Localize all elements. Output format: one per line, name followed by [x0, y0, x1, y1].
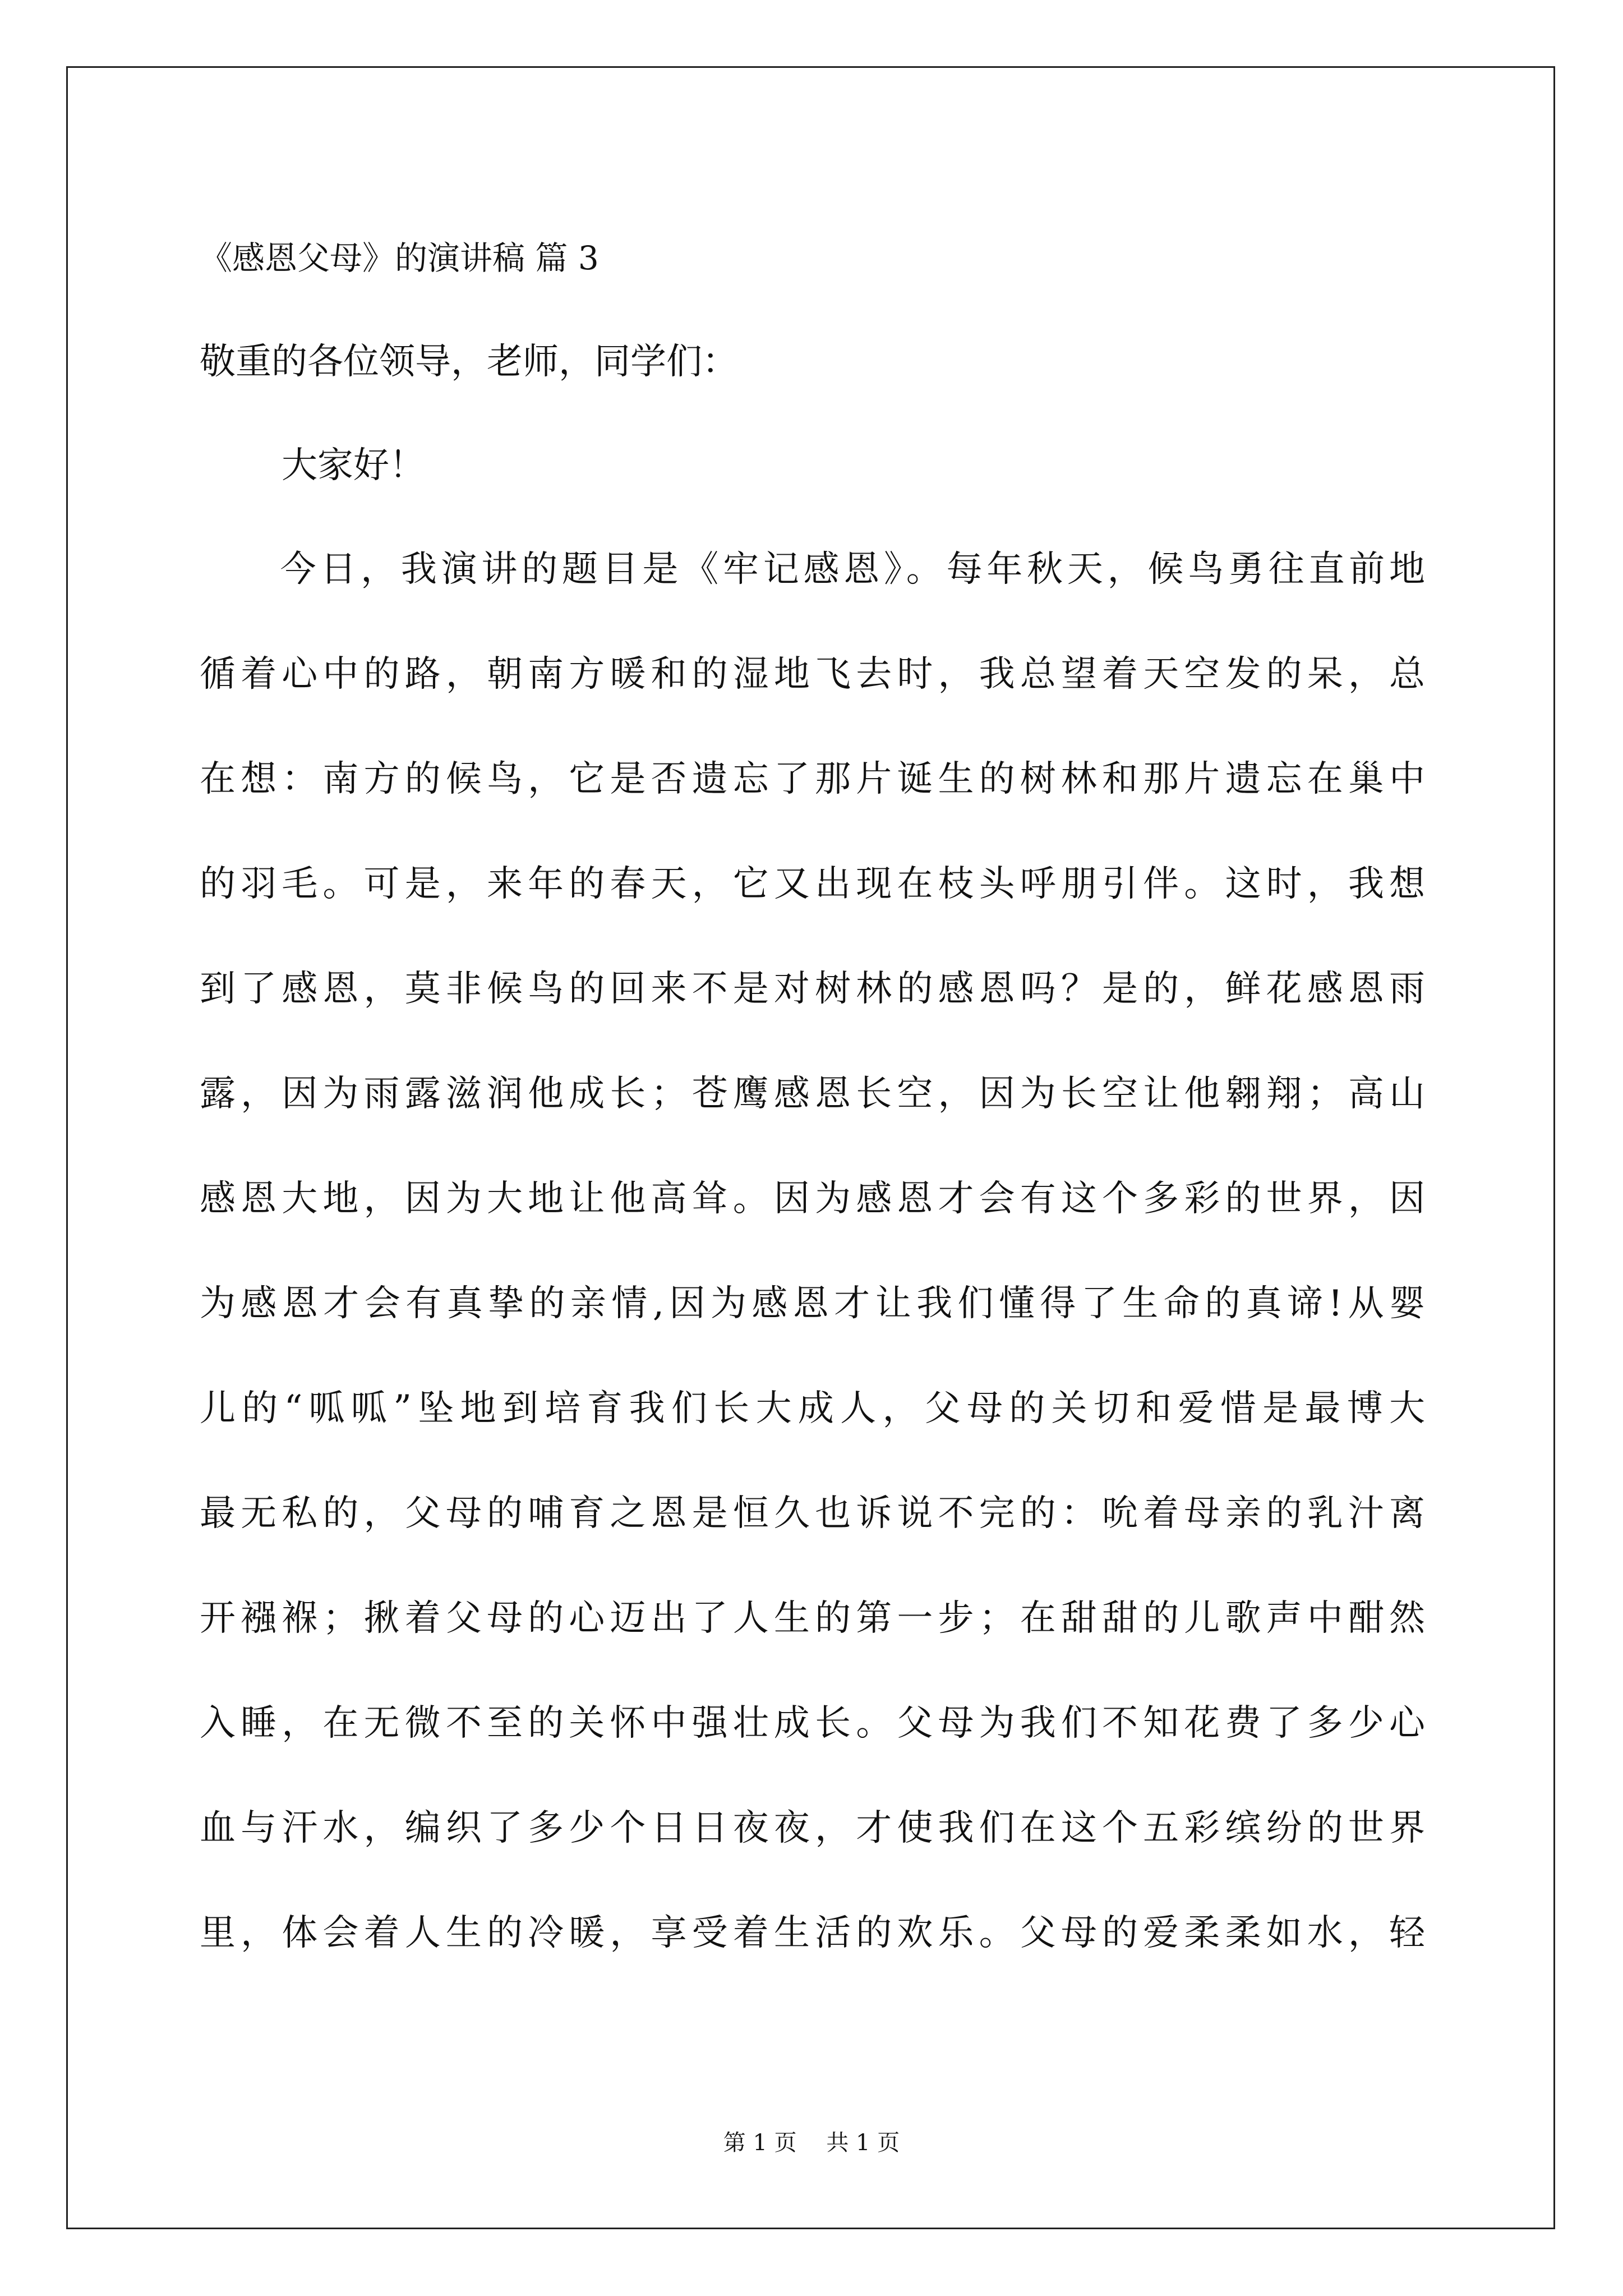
paragraph-line: 儿的“呱呱”坠地到培育我们长大成人，父母的关切和爱惜是最博大	[200, 1388, 1428, 1429]
speech-paragraph	[200, 517, 1428, 1986]
salutation: 敬重的各位领导，老师，同学们：	[200, 341, 738, 383]
paragraph-line: 里，体会着人生的冷暖，享受着生活的欢乐。父母的爱柔柔如水，轻	[200, 1912, 1428, 1954]
paragraph-line: 今日，我演讲的题目是《牢记感恩》。每年秋天，候鸟勇往直前地	[200, 549, 1428, 590]
paragraph-line: 的羽毛。可是，来年的春天，它又出现在枝头呼朋引伴。这时，我想	[200, 863, 1428, 905]
document-title: 《感恩父母》的演讲稿 篇 3	[200, 239, 599, 277]
paragraph-line: 在想：南方的候鸟，它是否遗忘了那片诞生的树林和那片遗忘在巢中	[200, 758, 1428, 800]
paragraph-line: 开襁褓；揪着父母的心迈出了人生的第一步；在甜甜的儿歌声中酣然	[200, 1598, 1428, 1639]
paragraph-line: 感恩大地，因为大地让他高耸。因为感恩才会有这个多彩的世界，因	[200, 1178, 1428, 1220]
paragraph-line: 到了感恩，莫非候鸟的回来不是对树林的感恩吗？是的，鲜花感恩雨	[200, 968, 1428, 1010]
paragraph-line: 为感恩才会有真挚的亲情,因为感恩才让我们懂得了生命的真谛!从婴	[200, 1283, 1428, 1324]
document-body	[200, 230, 1428, 1986]
greeting: 大家好！	[282, 445, 425, 486]
paragraph-line: 露，因为雨露滋润他成长；苍鹰感恩长空，因为长空让他翱翔；高山	[200, 1073, 1428, 1115]
paragraph-line: 入睡，在无微不至的关怀中强壮成长。父母为我们不知花费了多少心	[200, 1703, 1428, 1744]
paragraph-line: 血与汗水，编织了多少个日日夜夜，才使我们在这个五彩缤纷的世界	[200, 1807, 1428, 1849]
paragraph-line: 循着心中的路，朝南方暖和的湿地飞去时，我总望着天空发的呆，总	[200, 654, 1428, 695]
paragraph-line: 最无私的，父母的哺育之恩是恒久也诉说不完的：吮着母亲的乳汁离	[200, 1493, 1428, 1534]
page-footer: 第 1 页 共 1 页	[723, 2130, 900, 2156]
